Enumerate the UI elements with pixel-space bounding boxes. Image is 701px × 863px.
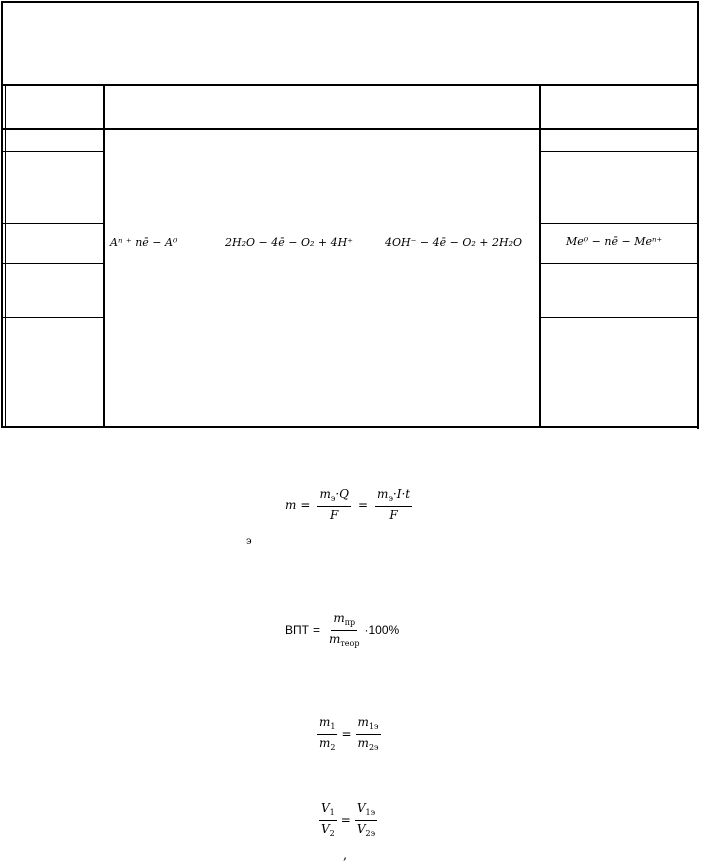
m2-symbol: m [319, 735, 331, 750]
table-border-bottom [1, 426, 699, 428]
volume-ratio-right-fraction [355, 802, 377, 839]
v1-symbol: V [321, 801, 330, 815]
mass-ratio-left-fraction [317, 716, 337, 753]
right-row-sep-2 [539, 223, 699, 224]
m2e-symbol: m [357, 735, 369, 750]
yield-numerator-subscript: пр [344, 618, 356, 627]
table-border-left [1, 1, 3, 427]
right-row-sep-4 [539, 317, 699, 318]
mass-ratio-formula [314, 716, 384, 753]
yield-numerator-m: m [333, 611, 345, 625]
table-border-left-inner [5, 85, 6, 427]
fraction-numerator [317, 488, 351, 507]
anode-hydroxide-oxidation-equation: 4OH⁻ − 4ē − O₂ + 2H₂O [385, 236, 523, 249]
mass-ratio-right-numerator [356, 716, 381, 735]
electrolysis-table [0, 0, 701, 430]
right-row-sep-3 [539, 263, 699, 264]
mass-ratio-left-numerator [317, 716, 337, 735]
title-row-separator [1, 84, 699, 86]
volume-ratio-equals-sign: = [340, 813, 351, 828]
m2e-subscript: 2э [368, 742, 379, 752]
numerator-q: ·Q [335, 487, 349, 501]
m1-subscript: 1 [330, 722, 336, 731]
yield-equals-sign: = [312, 623, 320, 638]
metal-anode-dissolution-equation: Me⁰ − nē − Meⁿ⁺ [566, 235, 663, 248]
m1-symbol: m [319, 715, 331, 729]
m2-subscript: 2 [330, 742, 336, 752]
numerator-it: ·I·t [392, 487, 411, 501]
stray-subscript-mark: э [246, 536, 252, 547]
m1e-subscript: 1э [368, 722, 379, 731]
fraction-denominator-2: F [389, 507, 398, 522]
yield-denominator [327, 631, 362, 649]
header-row-separator [1, 128, 699, 130]
faraday-law-formula [285, 488, 415, 522]
yield-formula [285, 612, 399, 649]
mass-symbol: m [285, 497, 297, 512]
v1e-symbol: V [356, 801, 366, 815]
mass-ratio-equals-sign: = [341, 727, 352, 742]
column-line-left [103, 85, 105, 427]
numerator-m: m [319, 487, 331, 501]
yield-percent-factor: ·100% [364, 623, 400, 638]
volume-ratio-right-denominator [355, 821, 377, 839]
yield-fraction [327, 612, 362, 649]
trailing-comma: , [343, 848, 348, 863]
left-row-sep-4 [1, 317, 105, 318]
mass-ratio-right-fraction [356, 716, 381, 753]
anode-water-oxidation-equation: 2H₂O − 4ē − O₂ + 4H⁺ [225, 236, 353, 249]
numerator-subscript-2: э [388, 494, 393, 503]
fraction-mit-over-f [375, 488, 412, 522]
yield-denominator-subscript: теор [340, 638, 360, 648]
volume-ratio-left-numerator [319, 802, 337, 821]
column-line-right [539, 85, 541, 427]
fraction-denominator: F [330, 507, 339, 522]
volume-ratio-formula [316, 802, 380, 839]
v2e-subscript: 2э [365, 828, 376, 838]
volume-ratio-left-fraction [319, 802, 337, 839]
fraction-mq-over-f [317, 488, 351, 522]
table-border-top [1, 1, 699, 3]
right-row-sep-1 [539, 151, 699, 152]
v2e-symbol: V [356, 821, 366, 836]
v2-subscript: 2 [329, 828, 335, 838]
mass-ratio-left-denominator [317, 735, 337, 753]
equals-sign: = [300, 497, 311, 512]
yield-denominator-m: m [328, 631, 341, 646]
equals-sign-2: = [357, 497, 369, 512]
mass-ratio-right-denominator [356, 735, 381, 753]
yield-symbol: ВПТ [285, 623, 309, 638]
yield-numerator [331, 612, 357, 631]
fraction-numerator-2 [375, 488, 412, 507]
left-row-sep-2 [1, 223, 105, 224]
left-row-sep-1 [1, 151, 105, 152]
v2-symbol: V [321, 821, 330, 836]
volume-ratio-left-denominator [319, 821, 337, 839]
v1e-subscript: 1э [365, 808, 376, 817]
v1-subscript: 1 [329, 808, 335, 817]
table-border-right [697, 1, 699, 429]
cathode-reduction-equation: Aⁿ ⁺ nē − A⁰ [110, 236, 178, 249]
numerator-m-2: m [377, 487, 389, 501]
left-row-sep-3 [1, 263, 105, 264]
m1e-symbol: m [357, 715, 369, 729]
numerator-subscript: э [330, 494, 336, 503]
volume-ratio-right-numerator [355, 802, 377, 821]
